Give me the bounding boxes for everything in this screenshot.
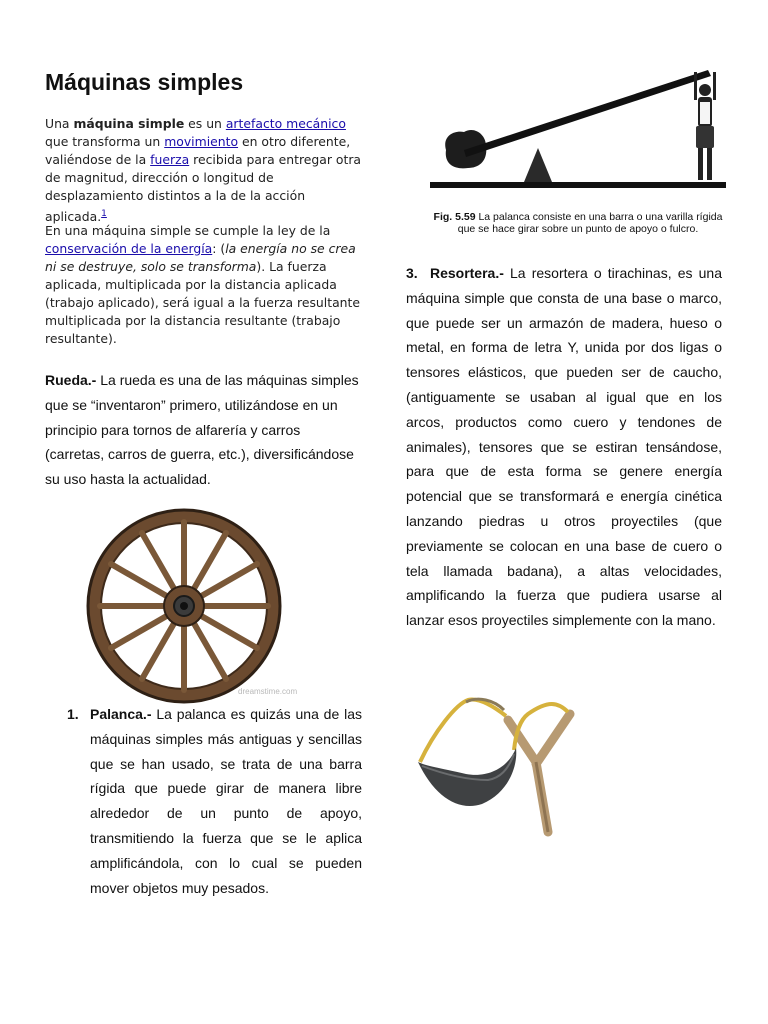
resortera-label: Resortera.- — [429, 265, 504, 281]
caption-text: La palanca consiste en una barra o una varilla rígida que se hace girar sobre un punto de apoyo o fulcro. — [457, 211, 723, 235]
wheel-image — [88, 506, 298, 700]
intro-text: En una máquina simple se cumple la ley de la — [45, 223, 331, 238]
intro-text: es un — [184, 116, 226, 131]
link-movimiento[interactable]: movimiento — [164, 134, 239, 149]
resortera-text: La resortera o tirachinas, es una máquina simple que consta de una base o marco, que puede ser un armazón de madera, hueso o metal, en forma de letra Y, unida por dos ligas o tensores elásticos, que pueden ser de caucho, (antiguamente se usaban al igual que en los arcos, productos como cuero y tendones de animales), tensores que se estiran tensándose, para que de esta forma se genere energía potencial que se transformará e energía cinética lanzando piedras u otros proyectiles (que previamente se colocan en una base de cuero o tela llamada badana), a altas velocidades, amplificando la fuerza que pudiera usarse al lanzar esos proyectiles simplemente con la mano. — [406, 265, 722, 629]
rueda-paragraph — [45, 368, 363, 492]
palanca-number: 1. — [67, 706, 79, 722]
resortera-paragraph — [406, 261, 722, 633]
slingshot-icon — [408, 692, 600, 842]
palanca-label: Palanca.- — [90, 706, 152, 722]
footnote-link[interactable]: 1 — [101, 209, 107, 219]
rueda-label: Rueda.- — [45, 372, 97, 388]
palanca-text: La palanca es quizás una de las máquinas simples más antiguas y sencillas que se han usado, se trata de una barra rígida que puede girar de manera libre alrededor de un punto de apoyo, transmitiendo la fuerza que se le aplica amplificándola, con lo cual se pueden mover objetos muy pesados. — [90, 706, 362, 896]
intro-bold-term: máquina simple — [73, 116, 185, 131]
wooden-wheel-icon — [88, 506, 298, 700]
palanca-paragraph — [90, 702, 362, 900]
lever-figure-caption — [428, 211, 728, 235]
slingshot-image — [408, 692, 600, 842]
intro-text: en otro diferente, valiéndose de la — [45, 134, 351, 167]
page-title: Máquinas simples — [45, 69, 244, 95]
resortera-number: 3. — [406, 265, 418, 281]
lever-illustration-icon — [428, 64, 728, 199]
intro-paragraph-1 — [45, 115, 363, 226]
link-conservacion-energia[interactable]: conservación de la energía — [45, 241, 213, 256]
intro-paragraph-2 — [45, 222, 363, 348]
figure-number: Fig. 5.59 — [433, 211, 476, 223]
intro-text: recibida para entregar otra de magnitud, dirección o longitud de desplazamiento distintos a la de la acción aplicada. — [45, 152, 362, 225]
intro-text: : ( — [212, 241, 226, 256]
intro-text: Una — [45, 116, 74, 131]
intro-text: que transforma un — [45, 134, 165, 149]
intro-italic: la energía no se crea ni se destruye, solo se transforma — [45, 241, 356, 274]
rueda-text: La rueda es una de las máquinas simples que se “inventaron” primero, utilizándose en un principio para tornos de alfarería y carros (carretas, carros de guerra, etc.), diversificándose su uso hasta la actualidad. — [45, 372, 359, 488]
intro-text: ). La fuerza aplicada, multiplicada por la distancia aplicada (trabajo aplicado), será igual a la fuerza resultante multiplicada por la distancia resultante (trabajo resultante). — [45, 259, 360, 346]
link-fuerza[interactable]: fuerza — [150, 152, 190, 167]
link-artefacto-mecanico[interactable]: artefacto mecánico — [225, 116, 346, 131]
watermark-text: dreamstime.com — [238, 687, 298, 696]
lever-figure-image — [428, 64, 728, 199]
